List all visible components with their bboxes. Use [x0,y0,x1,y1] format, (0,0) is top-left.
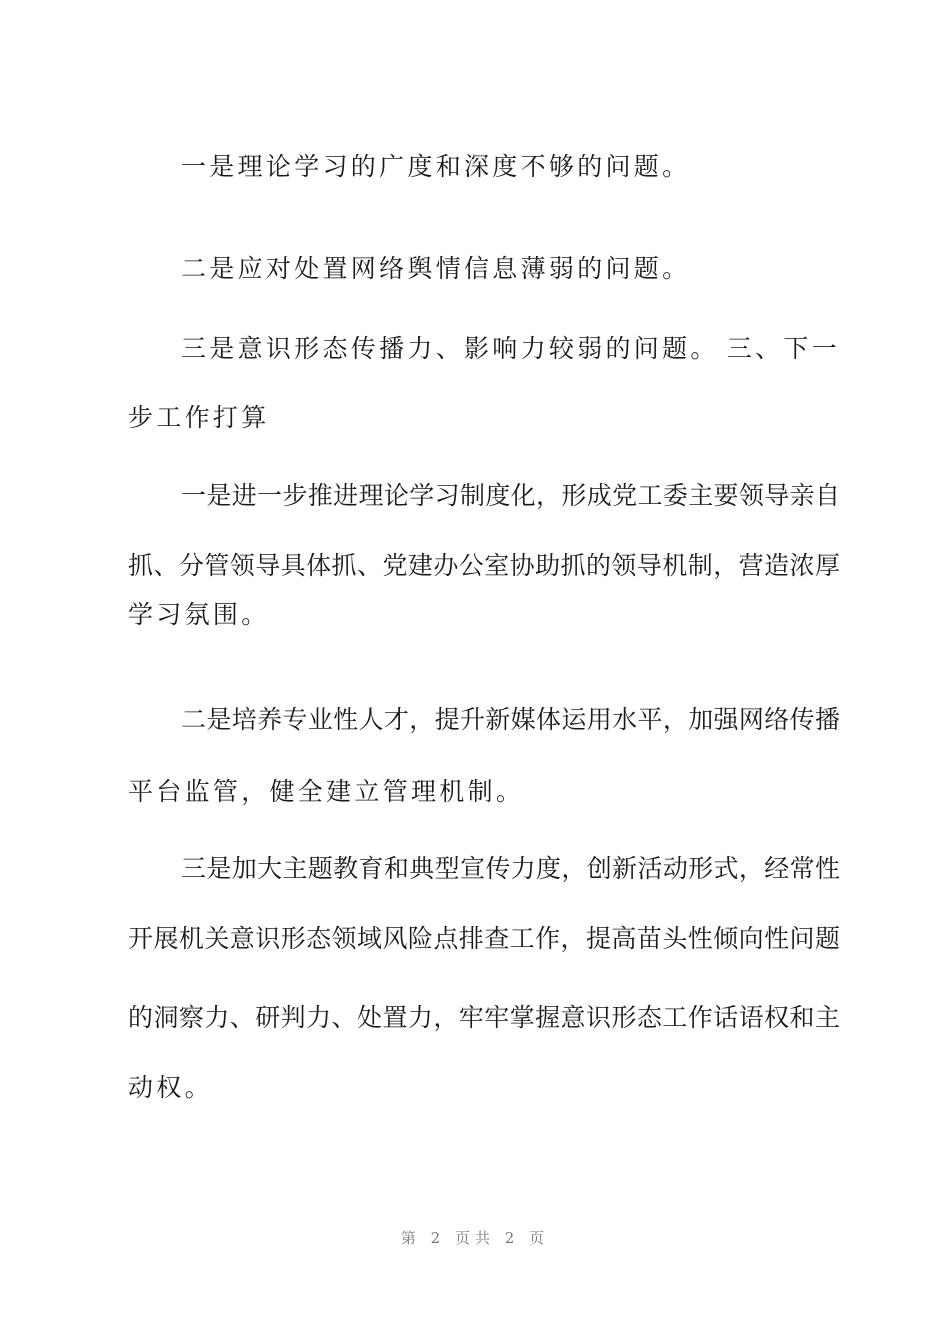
section-heading-continued: 步工作打算 [128,403,270,432]
paragraph-line: 动权。 [128,1073,213,1102]
paragraph-line: 三是加大主题教育和典型宣传力度，创新活动形式，经常性 [181,854,840,883]
paragraph-line: 学习氛围。 [128,600,270,629]
paragraph-line: 抓、分管领导具体抓、党建办公室协助抓的领导机制，营造浓厚 [128,551,840,580]
paragraph-line: 二是培养专业性人才，提升新媒体运用水平，加强网络传播 [181,705,840,734]
paragraph-text: 三是意识形态传播力、影响力较弱的问题。 [181,334,719,363]
paragraph-line: 一是理论学习的广度和深度不够的问题。 [181,152,691,181]
paragraph-line: 开展机关意识形态领域风险点排查工作，提高苗头性倾向性问题 [128,924,840,953]
section-heading-start: 三、下一 [726,334,840,363]
paragraph-line: 平台监管，健全建立管理机制。 [128,777,525,806]
paragraph-line: 一是进一步推进理论学习制度化，形成党工委主要领导亲自 [181,481,840,510]
paragraph-line-split [181,329,840,369]
page-number-footer: 第 2 页共 2 页 [400,1229,550,1247]
paragraph-line: 二是应对处置网络舆情信息薄弱的问题。 [181,254,691,283]
paragraph-line: 的洞察力、研判力、处置力，牢牢掌握意识形态工作话语权和主 [128,1003,840,1032]
